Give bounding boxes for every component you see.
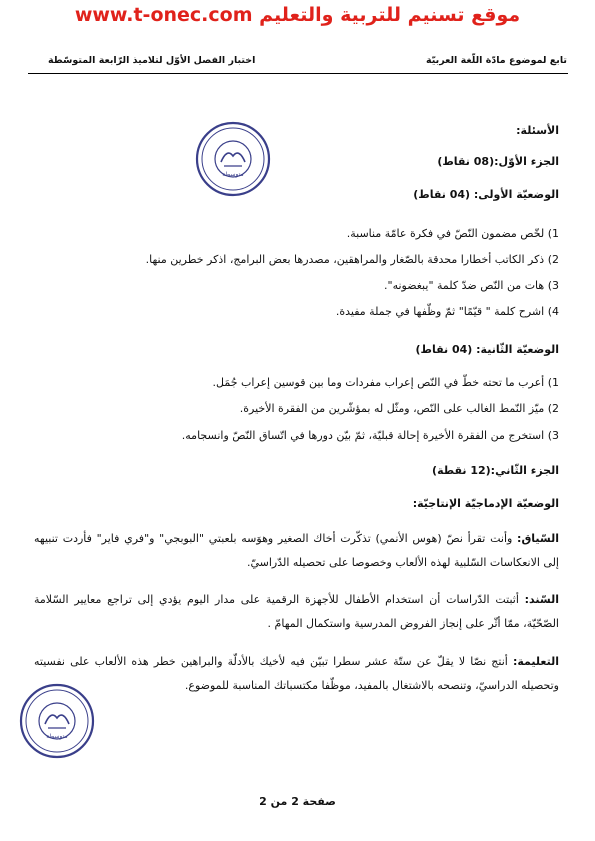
support-paragraph: [34, 588, 559, 636]
part2-title: الجزء الثّاني:(12 نقطة): [432, 464, 559, 477]
situation2-item-3: 3) استخرج من الفقرة الأخيرة إحالة قبليّة، ثمّ بيّن دورها في اتّساق النّصّ وانسجامه.: [181, 429, 559, 442]
situation1-item-3: 3) هات من النّص ضدّ كلمة "يبغضونه".: [384, 279, 559, 292]
situation2-title: الوضعيّة الثّانية: (04 نقاط): [415, 343, 559, 356]
school-stamp-top: [194, 120, 272, 198]
site-title[interactable]: www.t-onec.com موقع تسنيم للتربية والتعليم: [74, 4, 521, 26]
instruction-text: أنتج نصّا لا يقلّ عن ستّة عشر سطرا تبيّن فيه لأخيك بالأدلّة والبراهين خطر هذه الألعاب على نفسيته وتحصيله الدراسيّ، وتنصحه بالاشتغال بالمفيد، موظّفا مكتسباتك المناسبة للموضوع.: [34, 655, 559, 692]
header-divider: [28, 73, 568, 74]
context-paragraph: [34, 527, 559, 575]
svg-text:متوسطة: متوسطة: [222, 171, 244, 178]
header-subject: تابع لموضوع مادّة اللّغة العربيّة: [426, 55, 567, 66]
support-label: السّند:: [524, 593, 559, 606]
instruction-label: التعليمة:: [512, 655, 559, 668]
school-stamp-bottom: [18, 682, 96, 760]
svg-text:متوسطة: متوسطة: [46, 733, 68, 740]
situation1-title: الوضعيّة الأولى: (04 نقاط): [413, 188, 559, 201]
context-label: السّياق:: [517, 532, 559, 545]
part1-title: الجزء الأوّل:(08 نقاط): [437, 155, 559, 168]
situation1-item-4: 4) اشرح كلمة " قيّمًا" ثمّ وظّفها في جملة مفيدة.: [335, 305, 559, 318]
header-exam: اختبار الفصل الأوّل لتلاميذ الرّابعة المتوسّطة: [48, 55, 256, 66]
integration-title: الوضعيّة الإدماجيّة الإنتاجيّة:: [412, 497, 559, 510]
situation1-item-1: 1) لخّص مضمون النّصّ في فكرة عامّة مناسبة.: [346, 227, 559, 240]
situation2-item-1: 1) أعرب ما تحته خطّ في النّص إعراب مفردات وما بين قوسين إعراب جُمَل.: [212, 376, 559, 389]
instruction-paragraph: [34, 650, 559, 698]
situation1-item-2: 2) ذكر الكاتب أخطارا محدقة بالصّغار والمراهقين، مصدرها بعض البرامج، اذكر خطرين منها.: [145, 253, 559, 266]
questions-title: الأسئلة:: [516, 124, 559, 137]
context-text: وأنت تقرأ نصّ (هوس الأنمي) تذكّرت أخاك الصغير وهوَسه بلعبتي "البوبجي" و"فري فاير" فأردت تنبيهه إلى الانعكاسات السّلبية لهذه الألعاب وخصوصا على تحصيله الدّراسيّ.: [34, 532, 559, 569]
support-text: أثبتت الدّراسات أن استخدام الأطفال للأجهزة الرقمية على مدار اليوم يؤدي إلى تراجع معايير السّلامة الصّحّيّة، ممّا أثّر على إنجاز الفروض المدرسية واستكمال المهامّ .: [34, 593, 559, 630]
situation2-item-2: 2) ميّز النّمط الغالب على النّص، ومثّل له بمؤشّرين من الفقرة الأخيرة.: [239, 402, 559, 415]
page-number: صفحة 2 من 2: [259, 795, 336, 808]
